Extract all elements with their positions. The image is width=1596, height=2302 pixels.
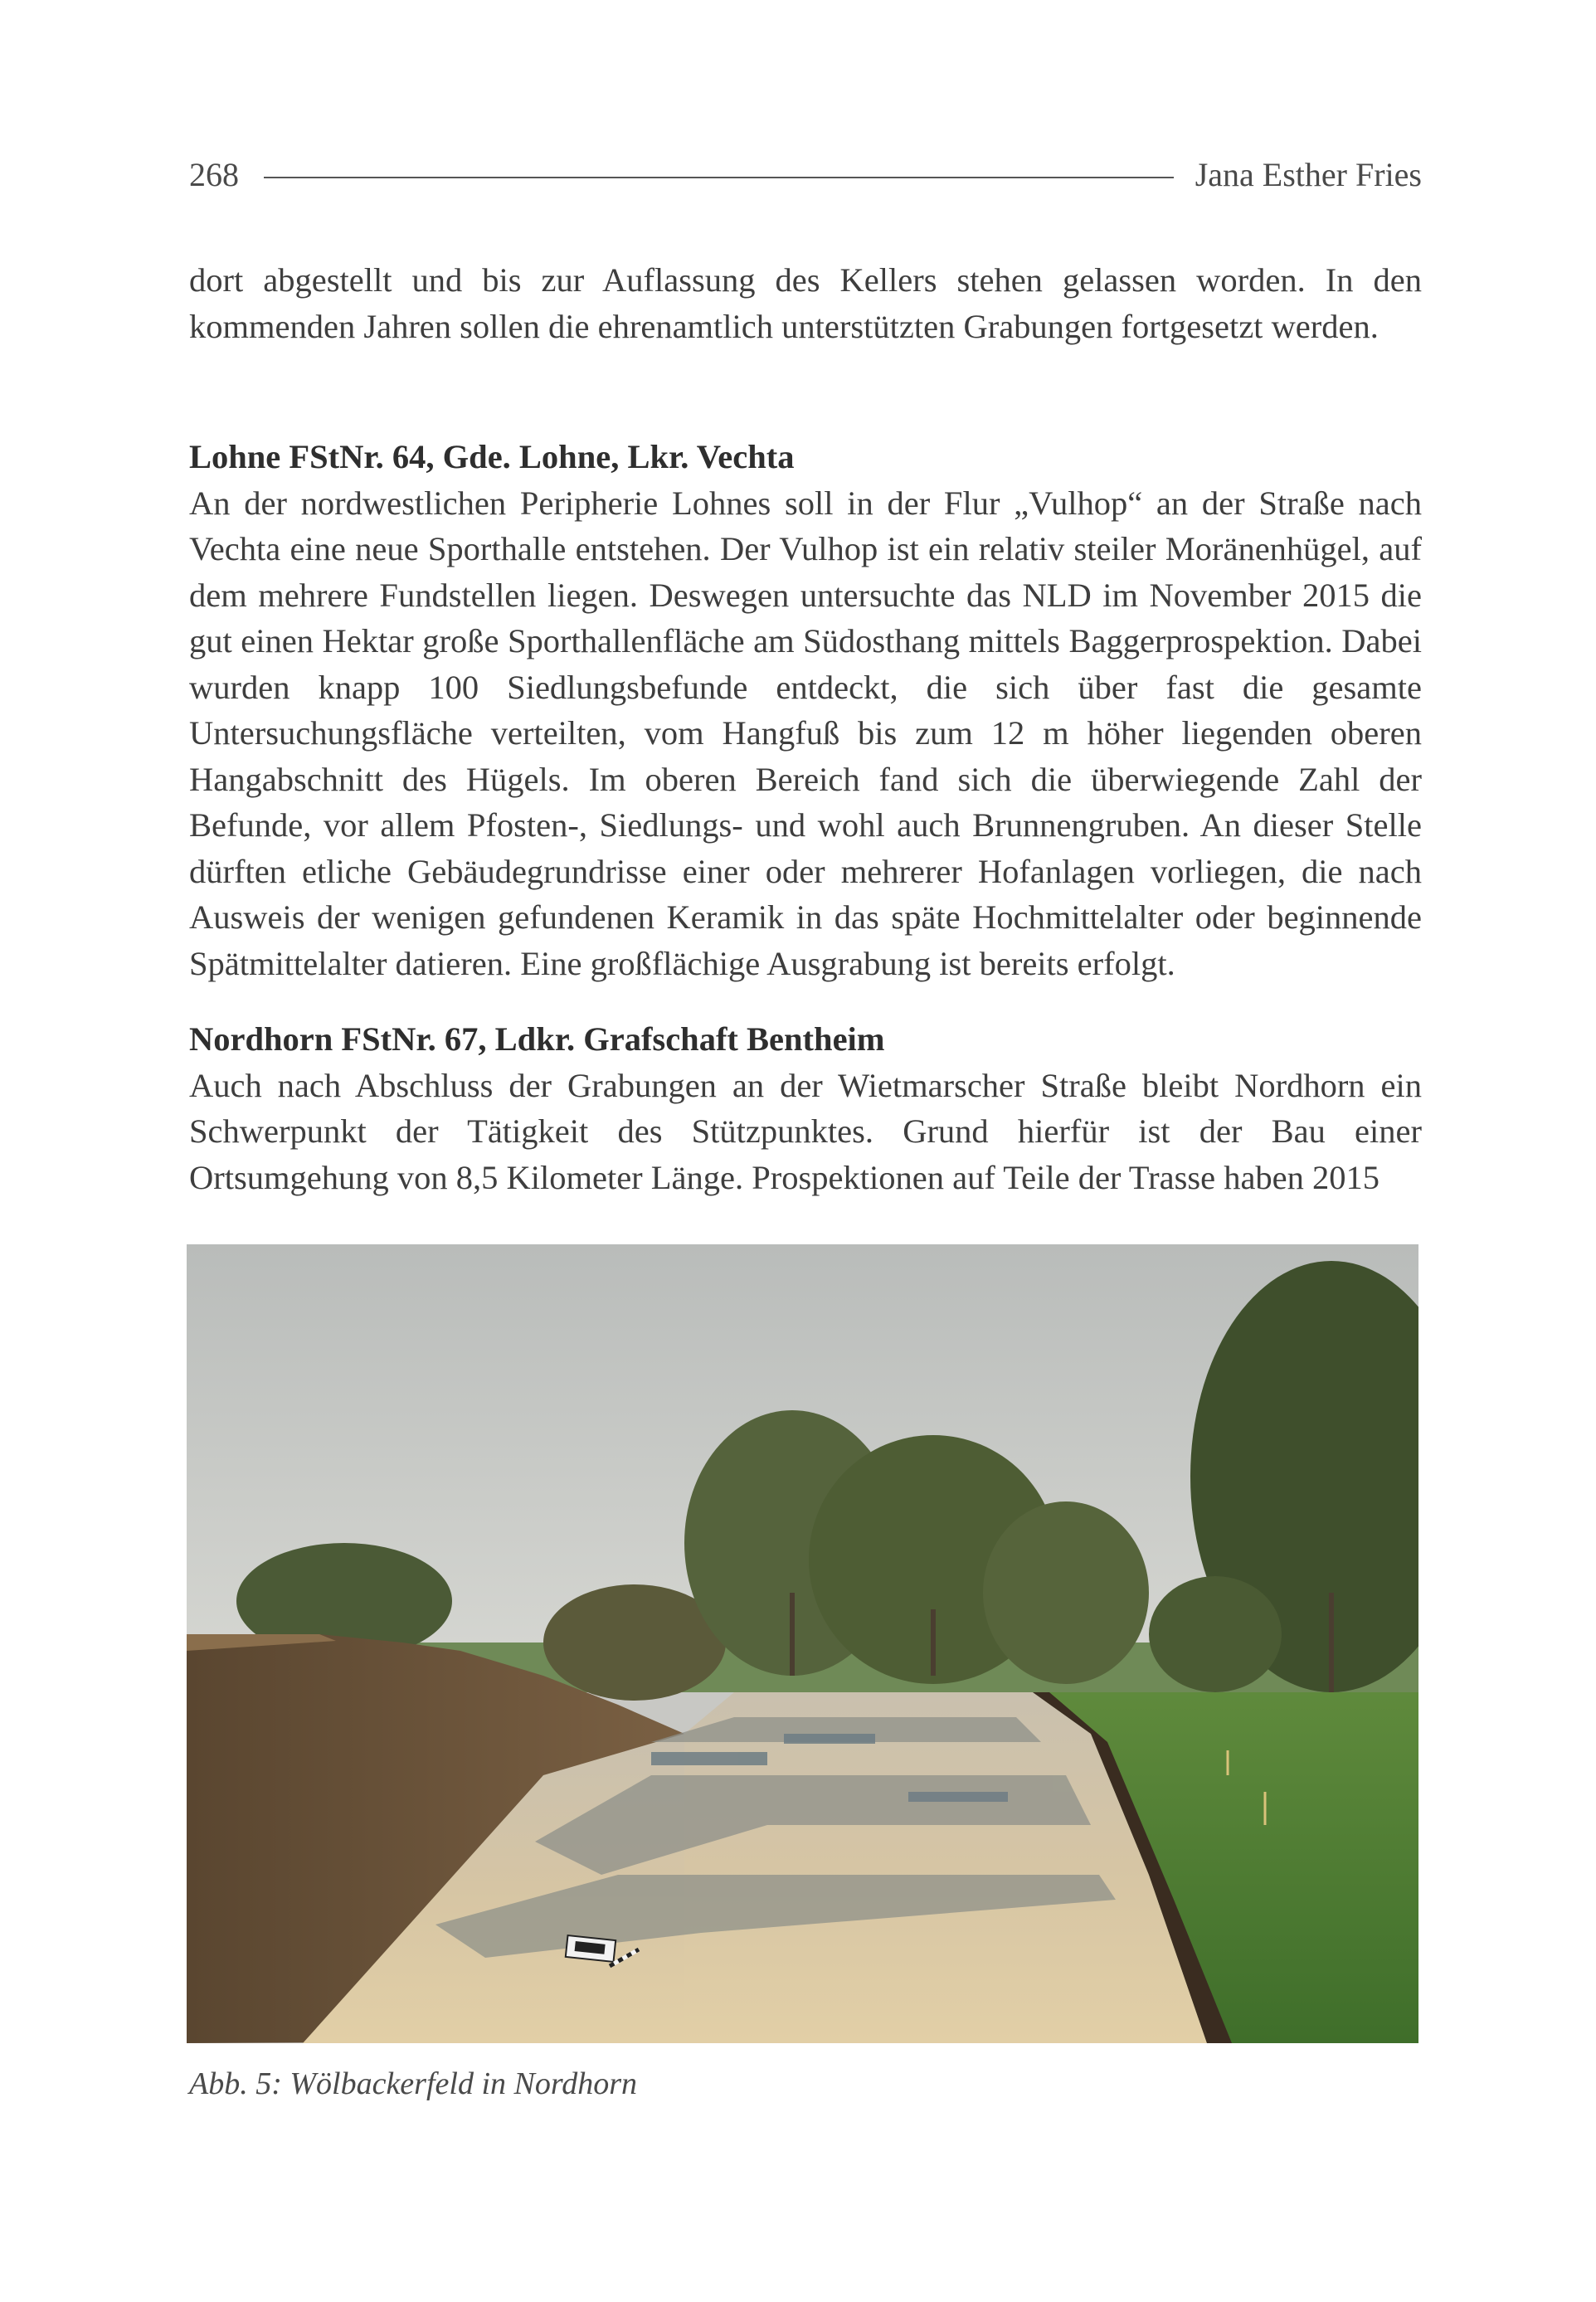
header-author: Jana Esther Fries — [1195, 155, 1422, 193]
header-rule — [264, 177, 1174, 178]
section-nordhorn — [189, 1016, 1422, 1200]
section-heading-nordhorn: Nordhorn FStNr. 67, Ldkr. Grafschaft Bentheim — [189, 1020, 885, 1058]
excavation-photo — [187, 1244, 1418, 2043]
excavation-photo-illustration — [187, 1244, 1418, 2043]
section-heading-lohne: Lohne FStNr. 64, Gde. Lohne, Lkr. Vechta — [189, 438, 795, 475]
section-lohne — [189, 434, 1422, 986]
figure-caption: Abb. 5: Wölbackerfeld in Nordhorn — [189, 2066, 638, 2101]
intro-paragraph-block — [189, 257, 1422, 349]
page-number: 268 — [189, 155, 239, 193]
running-header — [189, 149, 1422, 199]
section-text-nordhorn: Auch nach Abschluss der Grabungen an der Wietmarscher Straße bleibt Nordhorn ein Schwerpunkt der Tätigkeit des Stützpunktes. Grund hierfür ist der Bau einer Ortsumgehung von 8,5 Kilometer Länge. Prospektionen auf Teile der Trasse haben 2015 — [189, 1066, 1422, 1196]
section-text-lohne: An der nordwestlichen Peripherie Lohnes soll in der Flur „Vulhop“ an der Straße nach Vechta eine neue Sporthalle entstehen. Der Vulhop ist ein relativ steiler Moränenhügel, auf dem mehrere Fundstellen liegen. Deswegen untersuchte das NLD im November 2015 die gut einen Hektar große Sporthallenfläche am Südosthang mittels Baggerprospektion. Dabei wurden knapp 100 Siedlungsbefunde entdeckt, die sich über fast die gesamte Untersuchungsfläche verteilten, vom Hangfuß bis zum 12 m höher liegenden oberen Hangabschnitt des Hügels. Im oberen Bereich fand sich die überwiegende Zahl der Befunde, vor allem Pfosten-, Siedlungs- und wohl auch Brunnengruben. An dieser Stelle dürften etliche Gebäudegrundrisse einer oder mehrerer Hofanlagen vorliegen, die nach Ausweis der wenigen gefundenen Keramik in das späte Hochmittelalter oder beginnende Spätmittelalter datieren. Eine großflächige Ausgrabung ist bereits erfolgt. — [189, 484, 1422, 982]
intro-paragraph: dort abgestellt und bis zur Auflassung des Kellers stehen gelassen worden. In den kommenden Jahren sollen die ehrenamtlich unterstützten Grabungen fortgesetzt werden. — [189, 261, 1422, 345]
